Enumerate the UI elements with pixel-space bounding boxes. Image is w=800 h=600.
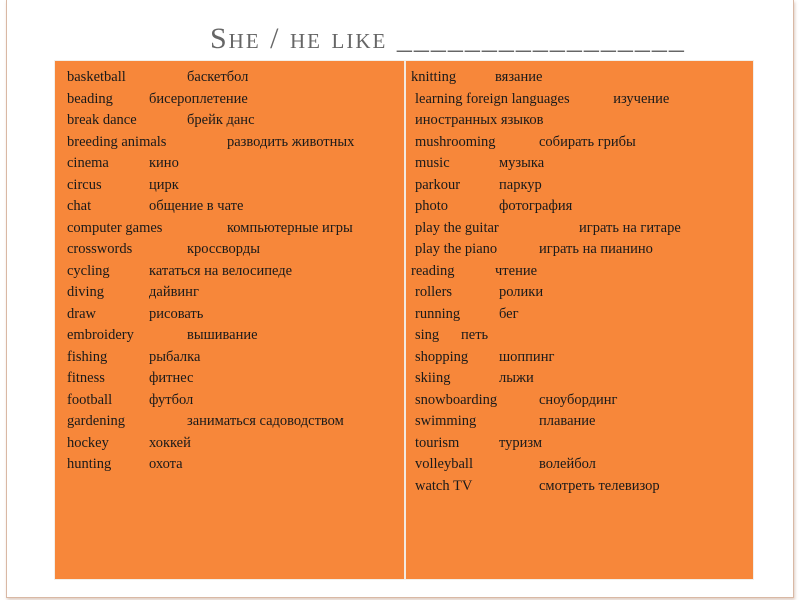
russian-translation: вязание xyxy=(495,69,543,85)
russian-translation: бег xyxy=(499,305,519,322)
english-term: mushrooming xyxy=(415,133,496,150)
vocab-row xyxy=(411,196,751,218)
vocabulary-table xyxy=(54,60,754,580)
russian-translation: рисовать xyxy=(149,305,204,322)
english-term: learning foreign languages xyxy=(415,90,570,107)
english-term: cycling xyxy=(67,262,110,279)
vocab-row xyxy=(67,304,403,326)
column-divider xyxy=(404,61,406,579)
vocab-row xyxy=(67,433,403,455)
vocab-row xyxy=(411,325,751,347)
russian-translation: заниматься садоводством xyxy=(187,413,344,429)
vocab-row xyxy=(67,239,403,261)
vocab-row xyxy=(411,153,751,175)
russian-translation: баскетбол xyxy=(187,69,249,85)
english-term: beading xyxy=(67,90,113,107)
english-term: skiing xyxy=(415,370,451,386)
russian-translation: охота xyxy=(149,456,183,472)
vocab-row xyxy=(67,368,403,390)
vocab-row xyxy=(67,454,403,476)
russian-translation: плавание xyxy=(539,413,596,429)
russian-translation: играть на пианино xyxy=(539,241,653,257)
russian-translation: брейк данс xyxy=(187,112,255,128)
vocab-row xyxy=(67,67,403,89)
left-column xyxy=(67,67,403,476)
russian-translation: туризм xyxy=(499,434,543,451)
english-term: cinema xyxy=(67,155,109,171)
russian-translation: музыка xyxy=(499,155,545,171)
vocab-row xyxy=(411,433,751,455)
english-term: gardening xyxy=(67,413,125,429)
vocab-row xyxy=(411,239,751,261)
english-term: music xyxy=(415,155,450,171)
vocab-row xyxy=(411,411,751,433)
russian-translation: петь xyxy=(461,327,489,343)
english-term: embroidery xyxy=(67,327,134,343)
vocab-row xyxy=(67,175,403,197)
russian-translation: рыбалка xyxy=(149,348,201,365)
russian-translation: ролики xyxy=(499,284,544,300)
vocab-row xyxy=(411,390,751,412)
vocab-row xyxy=(411,282,751,304)
english-term: draw xyxy=(67,305,96,322)
russian-translation: кроссворды xyxy=(187,241,260,257)
vocab-row xyxy=(411,368,751,390)
russian-translation: шоппинг xyxy=(499,348,555,365)
english-term: chat xyxy=(67,198,92,214)
english-term: diving xyxy=(67,284,105,300)
english-term: knitting xyxy=(411,69,457,85)
russian-translation: сноубординг xyxy=(539,391,618,408)
russian-translation: волейбол xyxy=(539,456,596,472)
russian-translation: общение в чате xyxy=(149,198,244,214)
russian-translation: компьютерные игры xyxy=(227,219,353,236)
vocab-row xyxy=(67,110,403,132)
russian-translation: собирать грибы xyxy=(539,133,636,150)
vocab-row xyxy=(411,454,751,476)
russian-translation: разводить животных xyxy=(227,133,355,150)
english-term: volleyball xyxy=(415,456,473,472)
vocab-row xyxy=(411,89,751,132)
russian-translation: дайвинг xyxy=(149,284,199,300)
english-term: play the guitar xyxy=(415,219,499,236)
russian-translation: вышивание xyxy=(187,327,258,343)
english-term: football xyxy=(67,391,113,408)
russian-translation: паркур xyxy=(499,176,542,193)
english-term: rollers xyxy=(415,284,453,300)
english-term: snowboarding xyxy=(415,391,498,408)
english-term: sing xyxy=(415,327,440,343)
russian-translation: цирк xyxy=(149,176,179,193)
english-term: hunting xyxy=(67,456,112,472)
vocab-row xyxy=(67,261,403,283)
english-term: parkour xyxy=(415,176,461,193)
russian-translation: чтение xyxy=(495,262,538,279)
russian-translation: кататься на велосипеде xyxy=(149,262,293,279)
vocab-row xyxy=(67,411,403,433)
english-term: basketball xyxy=(67,69,126,85)
russian-translation: смотреть телевизор xyxy=(539,477,660,494)
right-column xyxy=(411,67,751,497)
vocab-row xyxy=(411,67,751,89)
vocab-row xyxy=(411,304,751,326)
russian-translation: лыжи xyxy=(499,370,534,386)
english-term: swimming xyxy=(415,413,477,429)
vocab-row xyxy=(67,282,403,304)
vocab-row xyxy=(411,175,751,197)
vocab-row xyxy=(67,132,403,154)
english-term: photo xyxy=(415,198,449,214)
vocab-row xyxy=(67,390,403,412)
english-term: watch TV xyxy=(415,477,473,494)
russian-translation: фитнес xyxy=(149,370,194,386)
vocab-row xyxy=(411,347,751,369)
english-term: breeding animals xyxy=(67,133,167,150)
russian-translation: играть на гитаре xyxy=(579,219,681,236)
english-term: fitness xyxy=(67,370,105,386)
vocab-row xyxy=(67,325,403,347)
vocab-row xyxy=(67,196,403,218)
english-term: tourism xyxy=(415,434,460,451)
russian-translation: изучение иностранных языков xyxy=(415,90,670,128)
english-term: fishing xyxy=(67,348,108,365)
english-term: circus xyxy=(67,176,102,193)
english-term: shopping xyxy=(415,348,469,365)
vocab-row xyxy=(411,261,751,283)
english-term: play the piano xyxy=(415,241,498,257)
english-term: running xyxy=(415,305,461,322)
english-term: hockey xyxy=(67,434,109,451)
vocab-row xyxy=(67,153,403,175)
russian-translation: хоккей xyxy=(149,434,191,451)
vocab-row xyxy=(67,347,403,369)
english-term: break dance xyxy=(67,112,137,128)
english-term: computer games xyxy=(67,219,163,236)
english-term: reading xyxy=(411,262,455,279)
vocab-row xyxy=(411,476,751,498)
russian-translation: бисероплетение xyxy=(149,90,248,107)
slide-title: She / he like _________________ xyxy=(210,22,686,55)
english-term: crosswords xyxy=(67,241,133,257)
vocab-row xyxy=(411,218,751,240)
russian-translation: фотография xyxy=(499,198,573,214)
vocab-row xyxy=(411,132,751,154)
vocab-row xyxy=(67,89,403,111)
russian-translation: футбол xyxy=(149,391,194,408)
vocab-row xyxy=(67,218,403,240)
russian-translation: кино xyxy=(149,155,179,171)
